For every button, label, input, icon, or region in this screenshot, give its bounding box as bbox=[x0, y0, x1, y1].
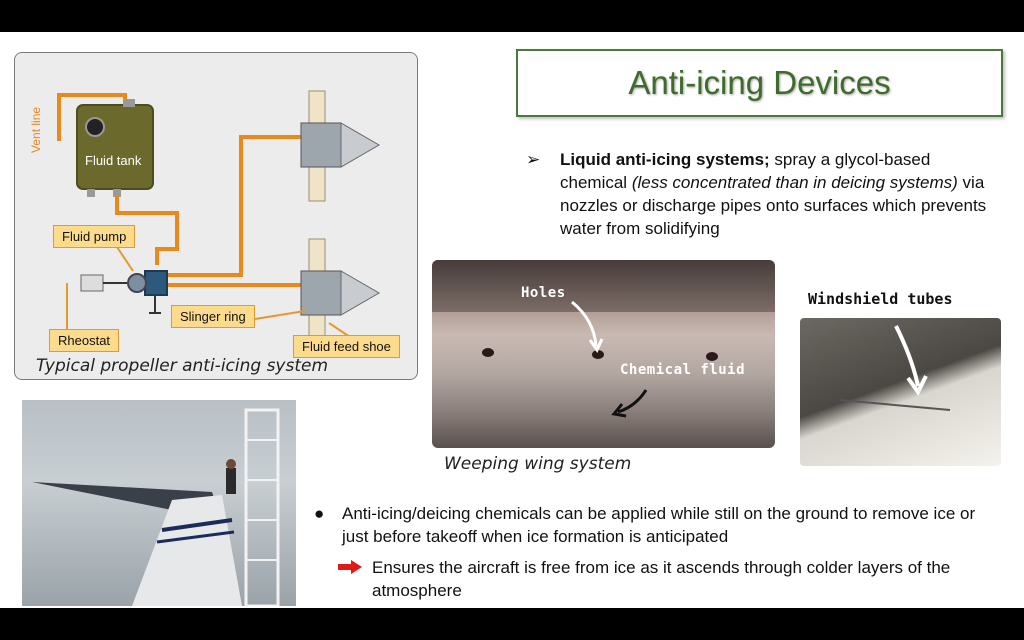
vent-line-label: Vent line bbox=[29, 106, 43, 153]
weeping-wing-photo bbox=[432, 260, 775, 448]
holes-label: Holes bbox=[521, 285, 566, 301]
windshield-tubes-label: Windshield tubes bbox=[808, 290, 953, 308]
windshield-photo bbox=[800, 318, 1001, 466]
bullet-dot-icon: ● bbox=[314, 504, 325, 523]
windshield-arrow bbox=[800, 318, 1001, 466]
ensures-free-ice-bullet bbox=[338, 556, 978, 602]
title-box bbox=[516, 49, 1003, 117]
ensures-free-ice-text: Ensures the aircraft is free from ice as it ascends through colder layers of the atmosphere bbox=[372, 558, 951, 600]
liquid-systems-bullet bbox=[526, 148, 996, 240]
fluid-feed-shoe-callout: Fluid feed shoe bbox=[293, 335, 400, 358]
aircraft-graphic bbox=[22, 400, 296, 606]
aircraft-deicing-photo bbox=[22, 400, 296, 606]
chemical-fluid-label: Chemical fluid bbox=[620, 362, 746, 378]
fluid-pump-callout: Fluid pump bbox=[53, 225, 135, 248]
liquid-systems-term: Liquid anti-icing systems; bbox=[560, 150, 770, 169]
liquid-text-part1: spray a glycol-based chemical bbox=[560, 150, 931, 192]
liquid-systems-text bbox=[560, 148, 996, 240]
liquid-text-part2: via nozzles or discharge pipes onto surfaces which prevents water from solidifying bbox=[560, 173, 987, 238]
ground-application-text: Anti-icing/deicing chemicals can be applied while still on the ground to remove ice or just before takeoff when ice formation is anticipated bbox=[342, 504, 976, 546]
slinger-ring-callout: Slinger ring bbox=[171, 305, 255, 328]
red-arrow-icon bbox=[338, 560, 362, 574]
ground-application-bullet bbox=[314, 502, 994, 548]
slide-title: Anti-icing Devices bbox=[628, 64, 891, 101]
liquid-text-italic: (less concentrated than in deicing systems) bbox=[631, 173, 958, 192]
arrowhead-bullet-icon: ➢ bbox=[526, 150, 541, 169]
diagram-caption: Typical propeller anti-icing system bbox=[36, 356, 329, 376]
rheostat-callout: Rheostat bbox=[49, 329, 119, 352]
slide bbox=[0, 32, 1024, 608]
propeller-anti-icing-diagram bbox=[14, 52, 418, 380]
fluid-tank-label: Fluid tank bbox=[85, 153, 142, 168]
wing-caption: Weeping wing system bbox=[444, 454, 632, 474]
wing-arrows bbox=[432, 260, 775, 448]
